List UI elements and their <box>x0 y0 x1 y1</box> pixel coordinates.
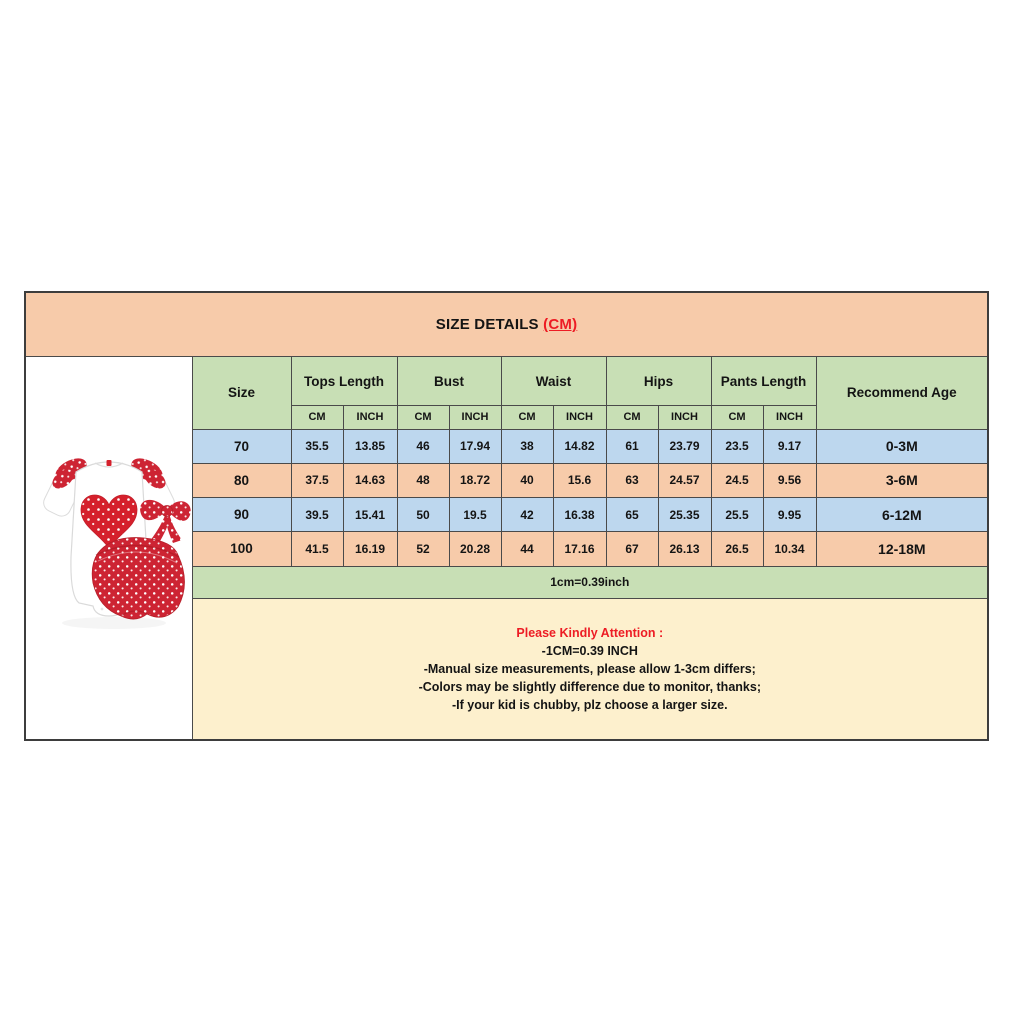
attention-line: -If your kid is chubby, plz choose a larger size. <box>452 697 728 712</box>
value-cell: 13.85 <box>343 429 397 463</box>
value-cell: 39.5 <box>291 498 343 532</box>
value-cell: 26.13 <box>658 532 711 566</box>
value-cell: 50 <box>397 498 449 532</box>
age-cell: 3-6M <box>816 463 988 497</box>
bow-icon <box>140 500 191 543</box>
size-cell: 100 <box>192 532 291 566</box>
col-header-size: Size <box>192 357 291 430</box>
title-band <box>25 292 988 357</box>
age-cell: 12-18M <box>816 532 988 566</box>
value-cell: 44 <box>501 532 553 566</box>
value-cell: 9.56 <box>763 463 816 497</box>
subheader-inch: INCH <box>763 406 816 429</box>
value-cell: 14.82 <box>553 429 606 463</box>
attention-line: -1CM=0.39 INCH <box>541 643 638 658</box>
subheader-inch: INCH <box>449 406 501 429</box>
size-table <box>24 291 989 741</box>
value-cell: 18.72 <box>449 463 501 497</box>
col-header-waist: Waist <box>501 357 606 406</box>
value-cell: 46 <box>397 429 449 463</box>
subheader-cm: CM <box>606 406 658 429</box>
value-cell: 16.38 <box>553 498 606 532</box>
value-cell: 20.28 <box>449 532 501 566</box>
subheader-cm: CM <box>711 406 763 429</box>
attention-line: -Colors may be slightly difference due to monitor, thanks; <box>418 679 761 694</box>
value-cell: 9.95 <box>763 498 816 532</box>
conversion-note: 1cm=0.39inch <box>192 566 988 598</box>
value-cell: 23.79 <box>658 429 711 463</box>
value-cell: 24.5 <box>711 463 763 497</box>
value-cell: 10.34 <box>763 532 816 566</box>
value-cell: 37.5 <box>291 463 343 497</box>
value-cell: 35.5 <box>291 429 343 463</box>
header-row <box>25 357 988 406</box>
size-cell: 70 <box>192 429 291 463</box>
attention-line: -Manual size measurements, please allow 1-3cm differs; <box>423 661 756 676</box>
value-cell: 67 <box>606 532 658 566</box>
age-cell: 6-12M <box>816 498 988 532</box>
value-cell: 48 <box>397 463 449 497</box>
product-photo <box>26 357 192 739</box>
chart-title <box>25 292 988 357</box>
col-header-recommend-age: Recommend Age <box>816 357 988 430</box>
value-cell: 24.57 <box>658 463 711 497</box>
value-cell: 38 <box>501 429 553 463</box>
value-cell: 52 <box>397 532 449 566</box>
subheader-inch: INCH <box>343 406 397 429</box>
value-cell: 15.41 <box>343 498 397 532</box>
age-cell: 0-3M <box>816 429 988 463</box>
value-cell: 40 <box>501 463 553 497</box>
value-cell: 19.5 <box>449 498 501 532</box>
attention-heading: Please Kindly Attention : <box>516 625 664 640</box>
value-cell: 42 <box>501 498 553 532</box>
col-header-hips: Hips <box>606 357 711 406</box>
col-header-bust: Bust <box>397 357 501 406</box>
title-unit: (CM) <box>543 316 578 333</box>
title-text: SIZE DETAILS <box>435 316 539 333</box>
value-cell: 26.5 <box>711 532 763 566</box>
size-cell: 80 <box>192 463 291 497</box>
subheader-inch: INCH <box>658 406 711 429</box>
size-chart-sheet <box>24 291 987 741</box>
subheader-inch: INCH <box>553 406 606 429</box>
value-cell: 25.5 <box>711 498 763 532</box>
size-cell: 90 <box>192 498 291 532</box>
subheader-cm: CM <box>291 406 343 429</box>
value-cell: 15.6 <box>553 463 606 497</box>
col-header-tops-length: Tops Length <box>291 357 397 406</box>
subheader-cm: CM <box>501 406 553 429</box>
value-cell: 65 <box>606 498 658 532</box>
value-cell: 41.5 <box>291 532 343 566</box>
value-cell: 17.94 <box>449 429 501 463</box>
attention-cell <box>192 598 988 740</box>
value-cell: 16.19 <box>343 532 397 566</box>
subheader-cm: CM <box>397 406 449 429</box>
shorts-graphic <box>92 538 184 619</box>
value-cell: 63 <box>606 463 658 497</box>
value-cell: 23.5 <box>711 429 763 463</box>
value-cell: 9.17 <box>763 429 816 463</box>
col-header-pants-length: Pants Length <box>711 357 816 406</box>
value-cell: 61 <box>606 429 658 463</box>
value-cell: 25.35 <box>658 498 711 532</box>
product-photo-cell <box>25 357 192 741</box>
value-cell: 14.63 <box>343 463 397 497</box>
value-cell: 17.16 <box>553 532 606 566</box>
